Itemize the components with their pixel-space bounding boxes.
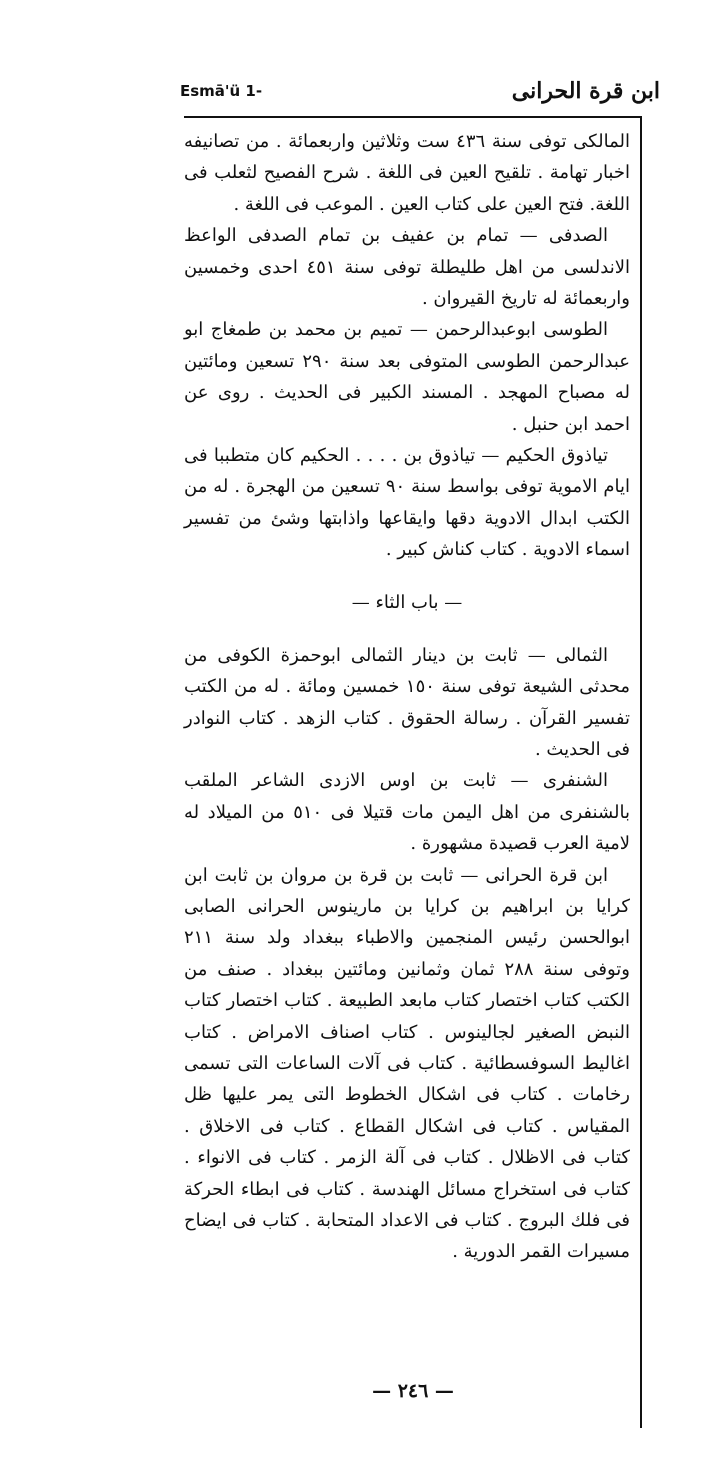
entry-text: الثمالى — ثابت بن دينار الثمالى ابوحمزة الكوفى من محدثى الشيعة توفى سنة ١٥٠ خمسين ومائة . له من الكتب تفسير القرآن . رسالة الحقوق . كتاب الزهد . كتاب النوادر فى الحديث .	[184, 644, 631, 760]
entry-text: الشنفرى — ثابت بن اوس الازدى الشاعر الملقب بالشنفرى من اهل اليمن مات قتيلا فى ٥١٠ من الميلاد له لامية العرب قصيدة مشهورة .	[184, 770, 630, 855]
entry-text: الطوسى ابوعبدالرحمن — تميم بن محمد بن طمغاج ابو عبدالرحمن الطوسى المتوفى بعد سنة ٢٩٠ تسعين ومائتين له مصباح المهجد . المسند الكبير فى الحديث . روى عن احمد ابن حنبل .	[184, 319, 630, 435]
margin-rule	[640, 118, 642, 1428]
section-heading: — باب الثاء —	[351, 591, 463, 613]
running-header	[180, 74, 660, 114]
entry-text: تياذوق الحكيم — تياذوق بن . . . . الحكيم كان متطببا فى ايام الاموية توفى بواسط سنة ٩٠ تسعين من الهجرة . له من الكتب ابدال الادوية دقها وايقاعها واذابتها وشئ من تفسير اسماء الادوية . كتاب كناش كبير .	[184, 445, 630, 561]
entry-alsadafi	[184, 220, 630, 314]
header-rule	[184, 116, 642, 118]
entry-altusi	[184, 314, 630, 440]
entry-alshanfara	[184, 765, 630, 859]
running-header-title: ابن قرة الحرانى	[511, 78, 660, 104]
entry-ibn-qurra	[184, 860, 630, 1268]
main-text	[184, 126, 630, 1268]
entry-text: الصدفى — تمام بن عفيف بن تمام الصدفى الواعظ الاندلسى من اهل طليطلة توفى سنة ٤٥١ احدى وخمسين واربعمائة له تاريخ القيروان .	[184, 225, 630, 310]
entry-text: المالكى توفى سنة ٤٣٦ ست وثلاثين واربعمائة . من تصانيفه اخبار تهامة . تلقيح العين فى اللغة . شرح الفصيح لثعلب فى اللغة. فتح العين على كتاب العين . الموعب فى اللغة .	[184, 131, 630, 215]
running-header-ref: Esmā'ü 1-	[180, 82, 263, 100]
entry-althumali	[184, 640, 630, 766]
entry-tiyadhuq	[184, 440, 630, 566]
entry-text: ابن قرة الحرانى — ثابت بن قرة بن مروان بن ثابت ابن كرايا بن ابراهيم بن كرايا بن مارينوس الحرانى الصابى ابوالحسن رئيس المنجمين والاطباء ببغداد ولد سنة ٢١١ وتوفى سنة ٢٨٨ ثمان وثمانين ومائتين ببغداد . صنف من الكتب كتاب اختصار كتاب مابعد الطبيعة . كتاب اختصار كتاب النبض الصغير لجالينوس . كتاب اصناف الامراض . كتاب اغاليط السوفسطائية . كتاب فى آلات الساعات التى تسمى رخامات . كتاب فى اشكال الخطوط التى يمر عليها ظل المقياس . كتاب فى اشكال القطاع . كتاب فى الاخلاق . كتاب فى الاظلال . كتاب فى آلة الزمر . كتاب فى الانواء . كتاب فى استخراج مسائل الهندسة . كتاب فى ابطاء الحركة فى فلك البروج . كتاب فى الاعداد المتحابة . كتاب فى ايضاح مسيرات القمر الدورية .	[184, 864, 630, 1263]
entry-continuation-almalki	[184, 126, 630, 220]
page-number: — ٢٤٦ —	[372, 1380, 454, 1402]
